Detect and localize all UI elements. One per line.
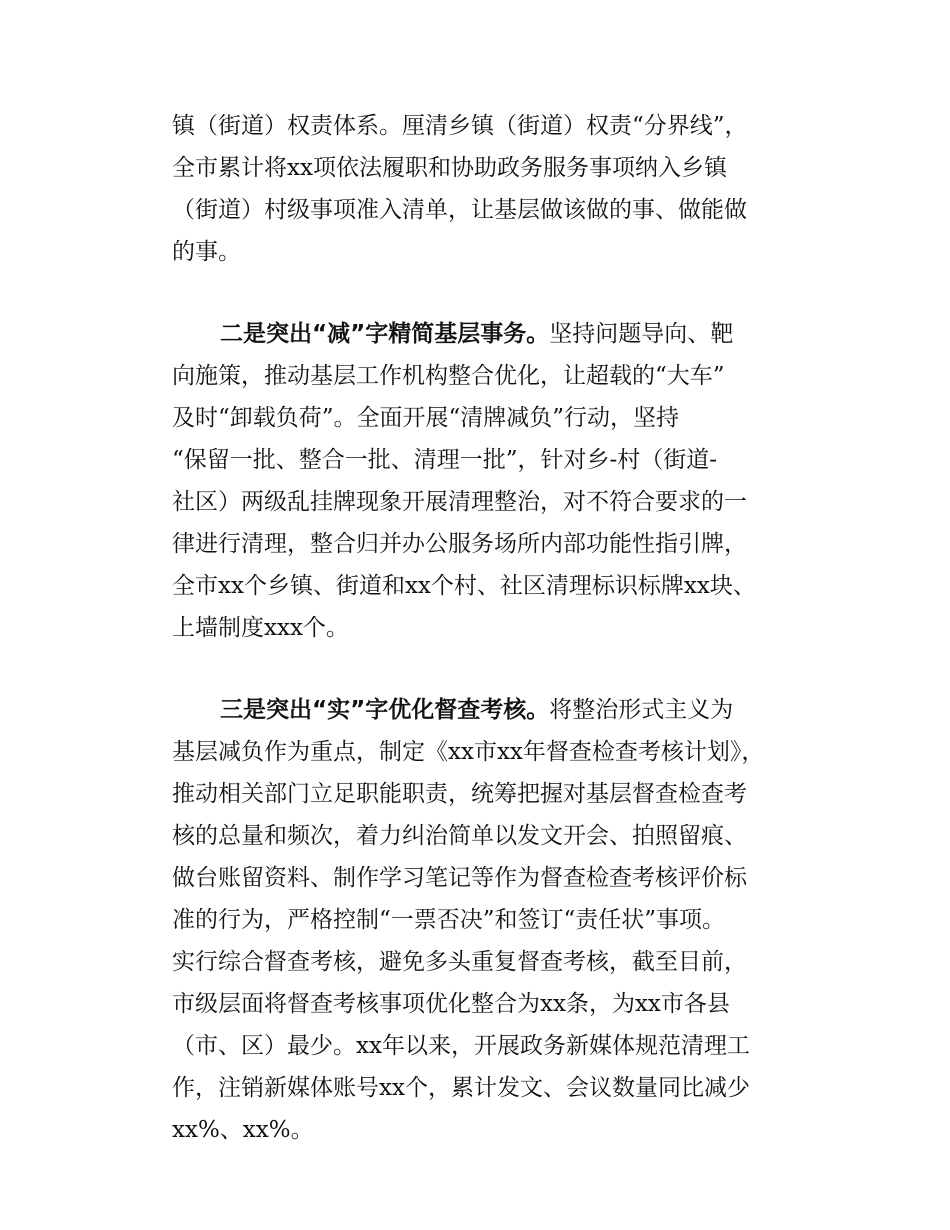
paragraph-line: 镇（街道）权责体系。厘清乡镇（街道）权责“分界线”，: [172, 113, 748, 139]
paragraph-line: （市、区）最少。xx年以来，开展政务新媒体规范清理工: [172, 1033, 750, 1059]
paragraph-line: 社区）两级乱挂牌现象开展清理整治，对不符合要求的一: [172, 489, 747, 515]
paragraph-heading: 三是突出“实”字优化督查考核。: [220, 697, 550, 723]
paragraph-line: 推动相关部门立足职能职责，统筹把握对基层督查检查考: [172, 781, 747, 807]
paragraph-spacer: [172, 273, 802, 313]
paragraph-line: 市级层面将督查考核事项优化整合为xx条，为xx市各县: [172, 991, 730, 1017]
paragraph-line: 全市xx个乡镇、街道和xx个村、社区清理标识标牌xx块、: [172, 573, 756, 599]
paragraph-lead-text: 坚持问题导向、靶: [549, 321, 734, 347]
paragraph-first-line: [172, 689, 802, 731]
paragraph-line: “保留一批、整合一批、清理一批”，针对乡-村（街道-: [172, 447, 718, 473]
paragraph-line: 作，注销新媒体账号xx个，累计发文、会议数量同比减少: [172, 1075, 750, 1101]
paragraph-line: 向施策，推动基层工作机构整合优化，让超载的“大车”: [172, 363, 725, 389]
paragraph-line: 上墙制度xxx个。: [172, 615, 349, 641]
paragraph-line: 全市累计将xx项依法履职和协助政务服务事项纳入乡镇: [172, 155, 727, 181]
paragraph-line: 及时“卸载负荷”。全面开展“清牌减负”行动，坚持: [172, 405, 680, 431]
paragraph-line: 律进行清理，整合归并办公服务场所内部功能性指引牌，: [172, 531, 747, 557]
paragraph-lead-text: 将整治形式主义为: [549, 697, 734, 723]
paragraph-first-line: [172, 313, 802, 355]
paragraph-1: [172, 105, 802, 273]
paragraph-3: [172, 689, 802, 1151]
paragraph-line: 核的总量和频次，着力纠治简单以发文开会、拍照留痕、: [172, 823, 747, 849]
paragraph-line: 做台账留资料、制作学习笔记等作为督查检查考核评价标: [172, 865, 747, 891]
paragraph-line: 基层减负作为重点，制定《xx市xx年督查检查考核计划》，: [172, 739, 765, 765]
document-body: [172, 105, 802, 1151]
paragraph-line: （街道）村级事项准入清单，让基层做该做的事、做能做: [172, 197, 747, 223]
paragraph-2: [172, 313, 802, 649]
paragraph-spacer: [172, 649, 802, 689]
paragraph-line: xx%、xx%。: [172, 1117, 314, 1143]
paragraph-heading: 二是突出“减”字精简基层事务。: [220, 321, 550, 347]
paragraph-line: 准的行为，严格控制“一票否决”和签订“责任状”事项。: [172, 907, 726, 933]
paragraph-line: 的事。: [172, 239, 241, 265]
paragraph-line: 实行综合督查考核，避免多头重复督查考核，截至目前，: [172, 949, 747, 975]
